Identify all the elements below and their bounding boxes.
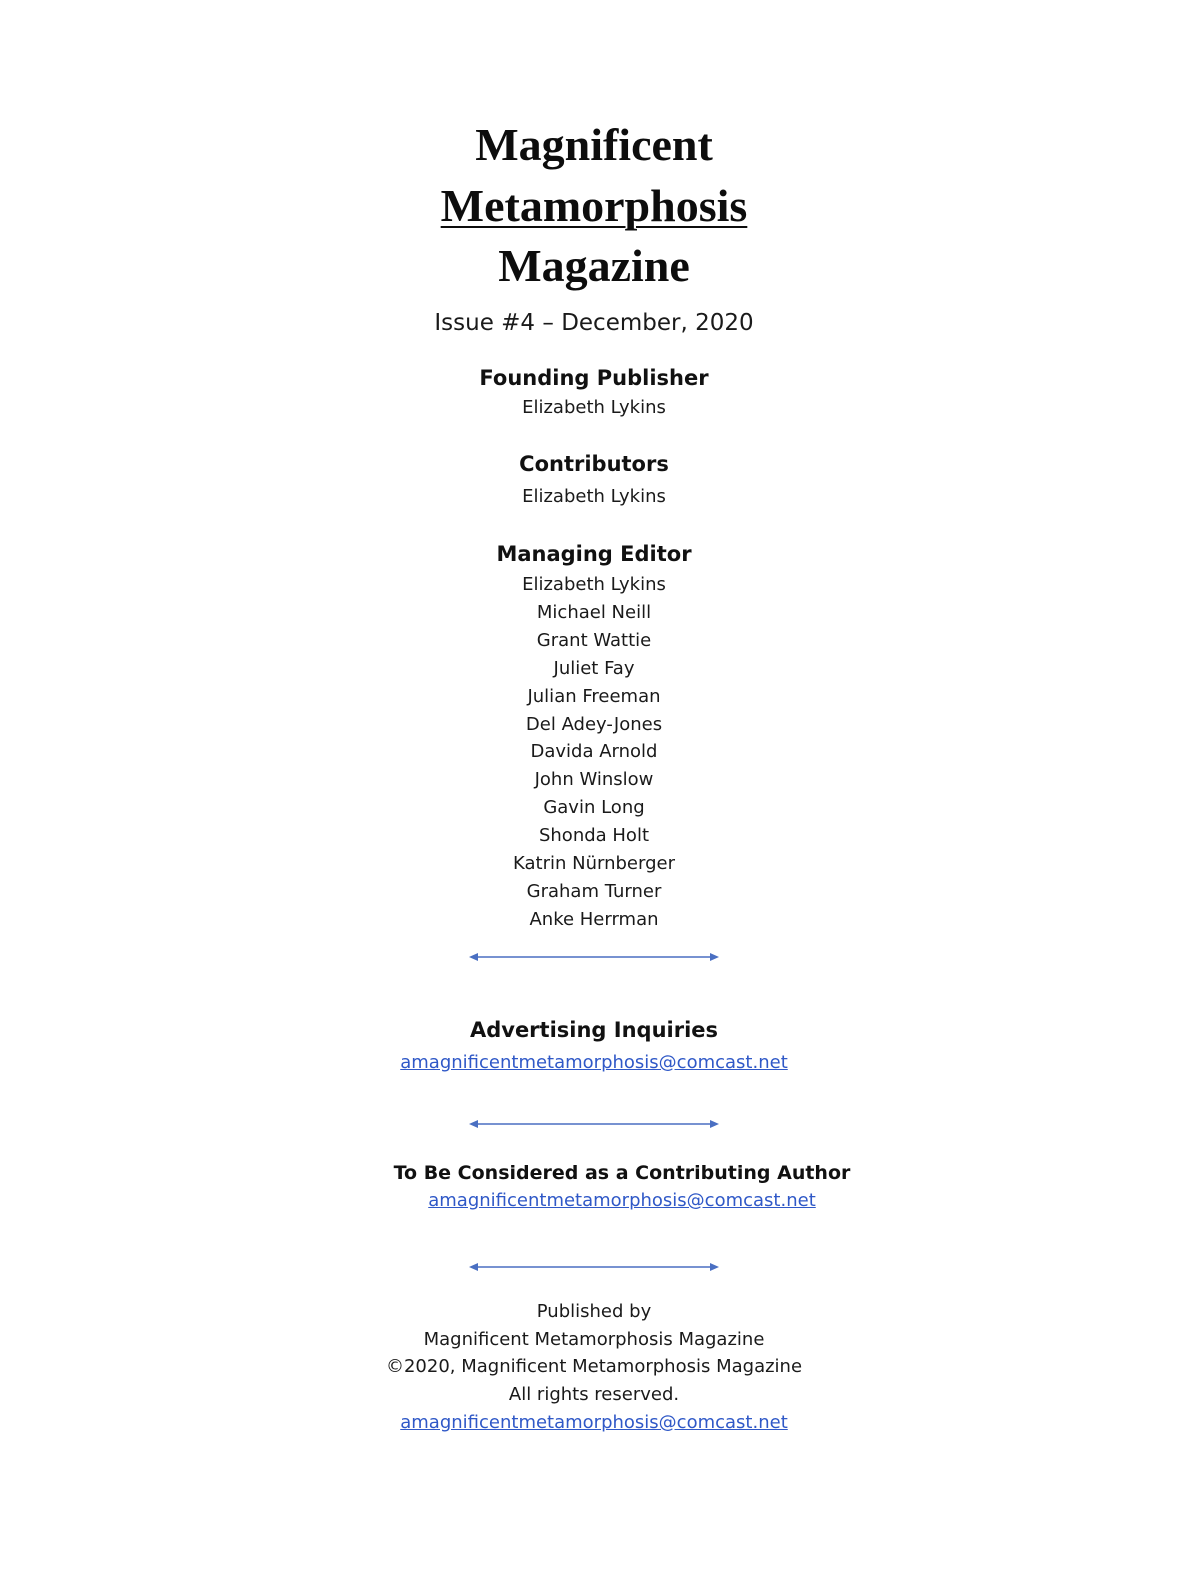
editor-name: Shonda Holt	[538, 825, 650, 847]
double-arrow-divider	[469, 1261, 719, 1273]
editor-name: Gavin Long	[543, 797, 645, 819]
editor-name: Katrin Nürnberger	[513, 853, 675, 875]
title-line-2-text: Metamorphosis	[440, 180, 748, 231]
title-line-2	[0, 176, 1188, 236]
editor-name: Juliet Fay	[553, 657, 635, 679]
footer-email-link[interactable]: amagnificentmetamorphosis@comcast.net	[400, 1412, 788, 1433]
contributors-heading: Contributors	[519, 452, 669, 476]
contributing-author-email-row	[28, 1188, 1202, 1214]
contributing-author-heading: To Be Considered as a Contributing Author	[393, 1162, 851, 1184]
editor-name: Del Adey-Jones	[525, 713, 663, 735]
copyright-line: ©2020, Magnificent Metamorphosis Magazine	[385, 1356, 803, 1377]
editor-name: Graham Turner	[526, 880, 662, 902]
title-line-1: Magnificent	[475, 119, 713, 170]
editor-name: Anke Herrman	[529, 908, 659, 930]
editor-name: Michael Neill	[536, 601, 652, 623]
founding-publisher-name: Elizabeth Lykins	[522, 397, 666, 418]
publisher-name: Magnificent Metamorphosis Magazine	[423, 1329, 765, 1350]
advertising-email-row	[0, 1050, 1188, 1076]
footer-email-row	[0, 1410, 1188, 1436]
double-arrow-divider	[469, 1118, 719, 1130]
contributors-name: Elizabeth Lykins	[522, 486, 666, 507]
editor-name: Julian Freeman	[527, 685, 661, 707]
rights-line: All rights reserved.	[508, 1384, 680, 1405]
published-by-label: Published by	[536, 1301, 652, 1322]
issue-line: Issue #4 – December, 2020	[434, 310, 754, 336]
editor-name: Elizabeth Lykins	[522, 574, 666, 595]
advertising-email-link[interactable]: amagnificentmetamorphosis@comcast.net	[400, 1052, 788, 1073]
founding-publisher-heading: Founding Publisher	[479, 366, 709, 390]
editor-name: John Winslow	[534, 769, 654, 791]
title-line-3: Magazine	[498, 240, 690, 291]
contributing-author-email-link[interactable]: amagnificentmetamorphosis@comcast.net	[428, 1190, 816, 1211]
double-arrow-divider	[469, 951, 719, 963]
editor-name: Grant Wattie	[536, 629, 652, 651]
managing-editor-list	[0, 571, 1188, 934]
advertising-heading: Advertising Inquiries	[469, 1018, 719, 1042]
editor-name: Davida Arnold	[530, 741, 658, 763]
managing-editor-heading: Managing Editor	[496, 542, 692, 566]
